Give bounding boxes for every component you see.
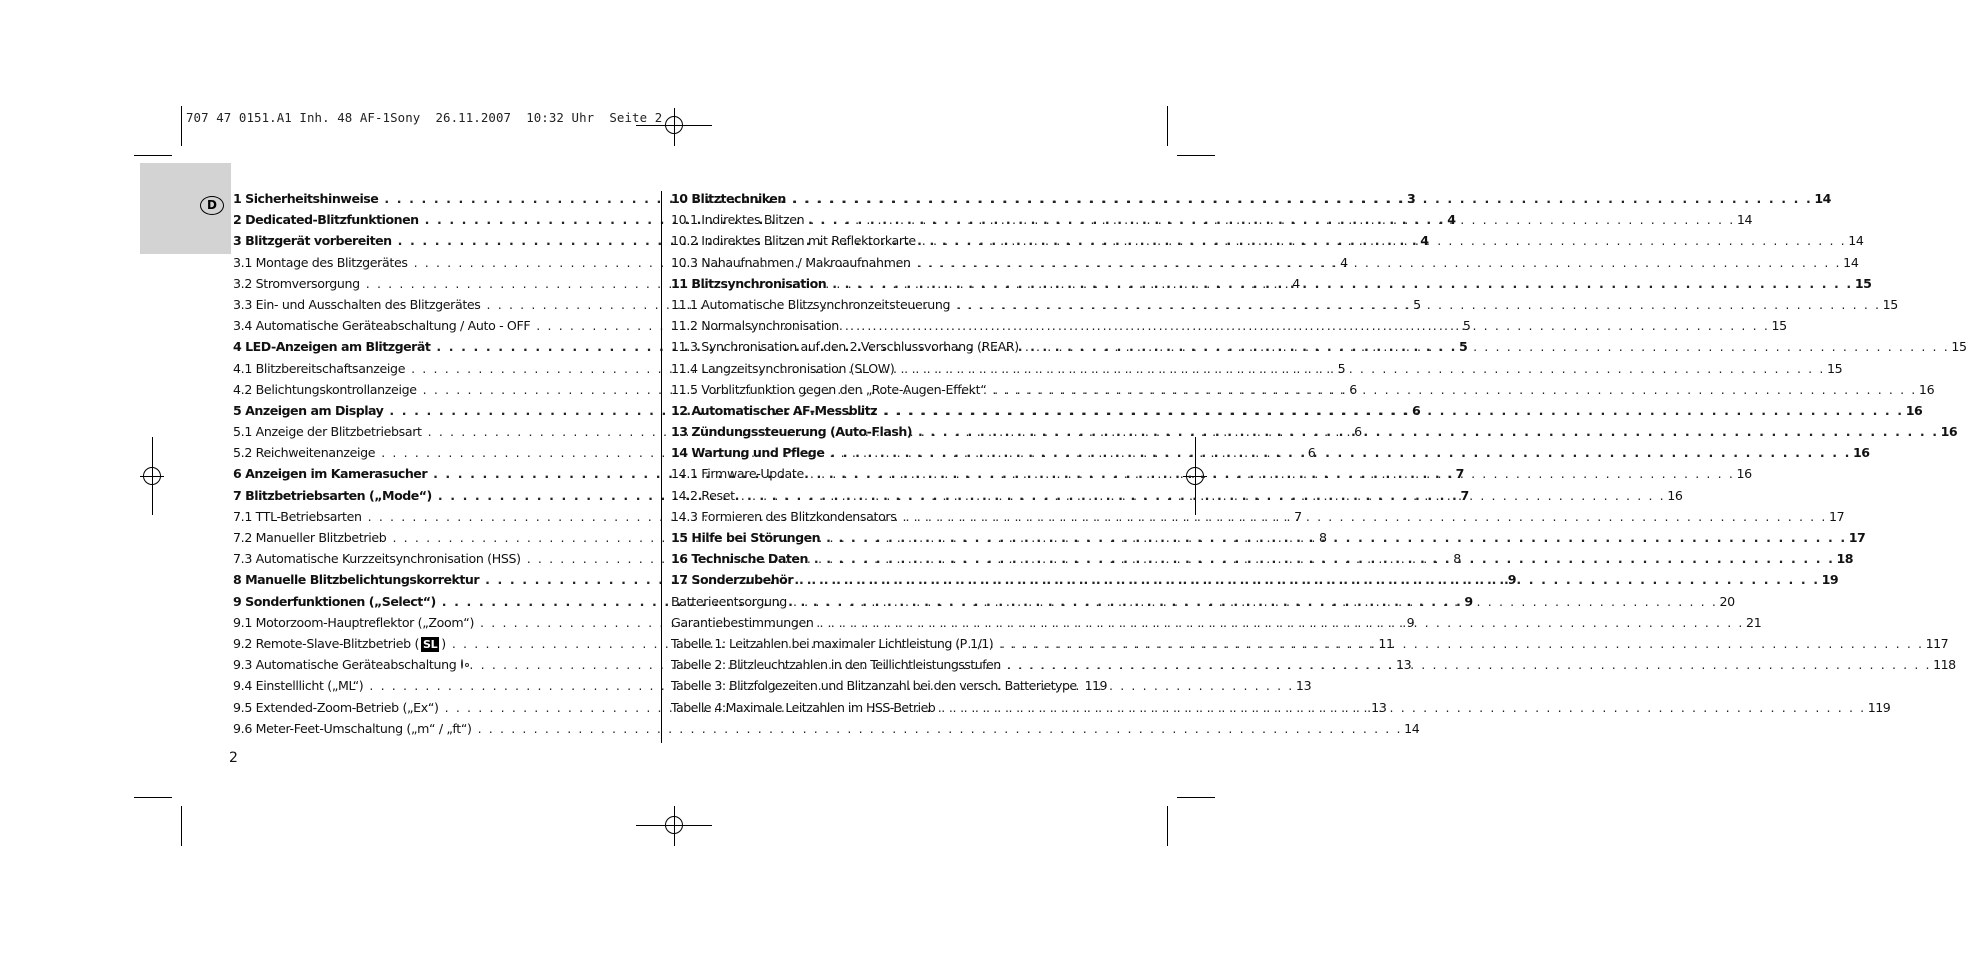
toc-entry[interactable] <box>671 635 1949 657</box>
crop-mark <box>1177 797 1215 798</box>
toc-entry-page: 4 <box>1292 275 1300 291</box>
toc-entry-title: Batterieentsorgung <box>671 593 787 609</box>
toc-entry-page: 6 <box>1354 424 1362 440</box>
language-badge: D <box>200 196 224 215</box>
toc-entry[interactable] <box>671 424 1958 445</box>
toc-entry-page: 4 <box>1420 233 1429 249</box>
toc-entry-title: 10.3 Nahaufnahmen / Makroaufnahmen <box>671 254 911 270</box>
toc-entry-page: 3 <box>1406 191 1416 206</box>
toc-entry[interactable] <box>671 233 1864 254</box>
toc-leader-dots <box>799 572 1820 587</box>
toc-entry-page: 13 <box>1395 657 1412 673</box>
auto-off-clock-icon <box>461 659 463 669</box>
toc-entry-page: 14 <box>1814 191 1831 206</box>
crop-mark <box>134 797 172 798</box>
toc-leader-dots <box>814 551 1835 566</box>
toc-entry-title: 15 Hilfe bei Störungen <box>671 530 821 545</box>
toc-entry-page: 4 <box>1340 254 1348 270</box>
toc-leader-dots <box>902 509 1827 524</box>
toc-entry-title: 11.4 Langzeitsynchronisation (SLOW) <box>671 360 895 376</box>
toc-entry-page: 5 <box>1337 360 1346 376</box>
toc-entry-page: 15 <box>1951 339 1967 355</box>
toc-leader-dots <box>883 403 1904 418</box>
toc-entry-title: 8 Manuelle Blitzbelichtungskorrektur <box>233 572 480 588</box>
toc-entry-title: 7.2 Manueller Blitzbetrieb <box>233 530 387 545</box>
toc-leader-dots <box>922 233 1847 248</box>
toc-entry-title: 4.2 Belichtungskontrollanzeige <box>233 381 417 397</box>
toc-entry-title: Tabelle 1: Leitzahlen bei maximaler Lichtleistung (P 1/1) <box>671 635 994 651</box>
crop-mark <box>181 106 182 146</box>
toc-entry[interactable] <box>671 360 1843 382</box>
toc-leader-dots <box>917 255 1842 270</box>
toc-entry-page: 16 <box>1667 487 1683 503</box>
toc-entry-page: 8 <box>1453 551 1461 567</box>
toc-entry-title: 13 Zündungssteuerung (Auto-Flash) <box>671 424 913 440</box>
toc-entry[interactable] <box>671 275 1872 297</box>
toc-leader-dots <box>956 297 1881 312</box>
toc-leader-dots <box>992 382 1917 397</box>
toc-entry-title: 14 Wartung und Pflege <box>671 445 825 461</box>
toc-entry-page: 21 <box>1746 614 1762 630</box>
toc-entry-title: 4 LED-Anzeigen am Blitzgerät <box>233 339 431 355</box>
toc-leader-dots <box>918 424 1939 439</box>
toc-entry-title: 14.2 Reset <box>671 487 735 503</box>
toc-leader-dots <box>1025 339 1950 354</box>
toc-entry-page: 11 <box>1378 635 1394 651</box>
toc-entry[interactable] <box>671 445 1870 466</box>
toc-entry-page: 17 <box>1848 530 1866 545</box>
toc-entry-page: 16 <box>1736 466 1752 482</box>
toc-right-column <box>671 191 1967 721</box>
toc-entry-title: 3.4 Automatische Geräteabschaltung / Auto - OFF <box>233 318 531 334</box>
page-number: 2 <box>229 750 238 766</box>
toc-entry-title: 17 Sonderzubehör <box>671 572 794 588</box>
toc-leader-dots <box>830 445 1851 460</box>
toc-entry-page: 119 <box>1867 699 1891 715</box>
print-header: 707 47 0151.A1 Inh. 48 AF-1Sony 26.11.2007 10:32 Uhr Seite 2 <box>186 110 663 125</box>
registration-circle <box>143 467 161 485</box>
toc-entry-page: 6 <box>1412 402 1421 418</box>
toc-entry-page: 5 <box>1462 318 1471 334</box>
toc-entry-title: 11 Blitzsynchronisation <box>671 275 827 291</box>
toc-entry-title: Tabelle 4:Maximale Leitzahlen im HSS-Betrieb <box>671 699 936 715</box>
toc-entry-page: 16 <box>1852 445 1870 461</box>
toc-entry-title: 7.1 TTL-Betriebsarten <box>233 508 362 524</box>
toc-entry-page: 4 <box>1447 212 1456 228</box>
toc-entry-page: 18 <box>1836 551 1854 567</box>
toc-entry-page: 7 <box>1294 508 1302 524</box>
toc-entry-title: 3.1 Montage des Blitzgerätes <box>233 254 408 270</box>
toc-entry-title-suffix: ) <box>441 635 446 651</box>
toc-entry[interactable] <box>671 678 1107 699</box>
toc-entry[interactable] <box>671 572 1839 593</box>
crop-mark <box>1167 106 1168 146</box>
toc-entry-title: 5 Anzeigen am Display <box>233 402 384 418</box>
toc-entry-page: 15 <box>1854 275 1872 291</box>
toc-entry-page: 9 <box>1406 614 1415 630</box>
toc-entry-title: 9.3 Automatische Geräteabschaltung <box>233 657 457 673</box>
toc-entry-title: 11.1 Automatische Blitzsynchronzeitsteuerung <box>671 296 951 312</box>
toc-entry-page: 14 <box>1843 254 1859 270</box>
registration-circle <box>665 116 683 134</box>
toc-leader-dots <box>826 530 1847 545</box>
toc-entry[interactable] <box>671 530 1866 551</box>
toc-leader-dots <box>793 594 1718 609</box>
toc-entry-title: Tabelle 2: Blitzleuchtzahlen in den Teillichtleistungsstufen <box>671 657 1001 673</box>
toc-entry-title: 1 Sicherheitshinweise <box>233 191 379 206</box>
crop-mark <box>1177 155 1215 156</box>
toc-entry-page: 117 <box>1925 635 1949 651</box>
toc-entry[interactable] <box>671 402 1923 424</box>
slave-mode-icon: SL <box>423 637 438 651</box>
toc-entry-title: 11.3 Synchronisation auf den 2.Verschlussvorhang (REAR) <box>671 339 1019 355</box>
toc-entry-title: Tabelle 3: Blitzfolgezeiten und Blitzanzahl bei den versch. Batterietype <box>671 678 1077 694</box>
toc-entry-title: Garantiebestimmungen <box>671 614 814 630</box>
toc-entry-title: 7.3 Automatische Kurzzeitsynchronisation (HSS) <box>233 551 521 567</box>
toc-entry-title: 2 Dedicated-Blitzfunktionen <box>233 212 419 228</box>
toc-entry-page: 19 <box>1821 572 1839 588</box>
toc-entry-page: 15 <box>1771 318 1787 334</box>
toc-entry[interactable] <box>671 466 1752 487</box>
toc-leader-dots <box>810 212 1735 227</box>
toc-entry-page: 16 <box>1905 402 1923 418</box>
toc-entry-title: 12 Automatischer AF-Messblitz <box>671 402 878 418</box>
toc-entry-page: 13 <box>1295 678 1312 694</box>
toc-entry-title: 14.1 Firmware-Update <box>671 466 804 482</box>
toc-entry-page: 5 <box>1413 296 1421 312</box>
toc-leader-dots <box>900 361 1825 376</box>
toc-entry-title: 10 Blitztechniken <box>671 191 786 206</box>
toc-entry-page: 119 <box>1084 678 1107 694</box>
toc-entry[interactable] <box>671 614 1762 636</box>
toc-entry-page: 13 <box>1371 699 1387 715</box>
toc-entry-title: 3.3 Ein- und Ausschalten des Blitzgerätes <box>233 296 481 312</box>
toc-entry[interactable] <box>671 487 1683 509</box>
toc-entry-page: 16 <box>1940 424 1958 440</box>
toc-entry-title: 9.1 Motorzoom-Hauptreflektor („Zoom“) <box>233 614 475 630</box>
toc-entry-page: 17 <box>1829 508 1845 524</box>
toc-entry-page: 14 <box>1848 233 1864 249</box>
toc-leader-dots <box>941 700 1866 715</box>
toc-entry-title: 16 Technische Daten <box>671 551 808 567</box>
toc-entry-page: 9 <box>1507 572 1516 588</box>
crop-mark <box>1167 806 1168 846</box>
toc-leader-dots <box>1007 657 1932 672</box>
toc-leader-dots <box>820 615 1745 630</box>
registration-circle <box>665 816 683 834</box>
toc-entry-title: 5.1 Anzeige der Blitzbetriebsart <box>233 424 422 440</box>
toc-entry-title: 11.2 Normalsynchronisation <box>671 318 839 334</box>
toc-entry-page: 6 <box>1307 445 1316 461</box>
toc-entry-title: 9.5 Extended-Zoom-Betrieb („Ex“) <box>233 699 439 715</box>
toc-entry-title: 9.2 Remote-Slave-Blitzbetrieb ( <box>233 635 420 651</box>
toc-entry[interactable] <box>671 296 1898 318</box>
toc-entry-title: 9 Sonderfunktionen („Select“) <box>233 593 436 609</box>
crop-mark <box>181 806 182 846</box>
toc-entry-page: 8 <box>1318 530 1327 545</box>
toc-entry-title: 9.4 Einstelllicht („ML“) <box>233 678 364 694</box>
toc-entry-page: 15 <box>1826 360 1843 376</box>
toc-leader-dots <box>741 488 1666 503</box>
toc-entry-page: 7 <box>1455 466 1464 482</box>
toc-leader-dots <box>810 466 1735 481</box>
toc-entry-page: 14 <box>1404 720 1420 736</box>
toc-leader-dots <box>792 191 1813 206</box>
toc-entry-title: 7 Blitzbetriebsarten („Mode“) <box>233 487 432 503</box>
toc-entry-title: 4.1 Blitzbereitschaftsanzeige <box>233 360 406 376</box>
toc-entry[interactable] <box>671 593 1735 615</box>
toc-entry[interactable] <box>671 212 1753 233</box>
toc-entry-title: 10.1 Indirektes Blitzen <box>671 212 805 228</box>
crop-mark <box>134 155 172 156</box>
toc-entry[interactable] <box>671 318 1787 339</box>
column-divider <box>661 191 662 743</box>
toc-leader-dots <box>999 636 1924 651</box>
toc-leader-dots <box>478 721 1403 736</box>
toc-entry-page: 5 <box>1458 339 1468 355</box>
toc-entry-title: 3.2 Stromversorgung <box>233 275 360 291</box>
toc-entry[interactable] <box>233 720 1420 742</box>
toc-entry[interactable] <box>671 381 1935 403</box>
toc-entry-page: 118 <box>1933 657 1956 673</box>
toc-entry-page: 16 <box>1918 381 1935 397</box>
toc-entry-title: 6 Anzeigen im Kamerasucher <box>233 466 428 482</box>
toc-entry-page: 15 <box>1882 296 1898 312</box>
toc-entry[interactable] <box>671 551 1854 572</box>
toc-leader-dots <box>845 318 1770 333</box>
toc-entry-title: 9.6 Meter-Feet-Umschaltung („m“ / „ft“) <box>233 720 472 736</box>
toc-entry-page: 9 <box>1464 593 1473 609</box>
toc-entry-page: 7 <box>1460 487 1469 503</box>
toc-entry-page: 6 <box>1349 381 1357 397</box>
toc-entry[interactable] <box>671 254 1859 276</box>
toc-entry-page: 20 <box>1719 593 1735 609</box>
toc-entry-title: 10.2 Indirektes Blitzen mit Reflektorkarte <box>671 233 916 249</box>
toc-entry[interactable] <box>671 191 1831 212</box>
toc-entry-title: 5.2 Reichweitenanzeige <box>233 445 376 461</box>
toc-entry[interactable] <box>671 508 1845 530</box>
toc-entry[interactable] <box>671 339 1967 360</box>
toc-entry-page: 14 <box>1736 212 1753 228</box>
toc-entry-title: 14.3 Formieren des Blitzkondensators <box>671 508 897 524</box>
toc-entry-title: 3 Blitzgerät vorbereiten <box>233 233 392 249</box>
toc-entry-title: 11.5 Vorblitzfunktion gegen den „Rote-Augen-Effekt“ <box>671 381 987 397</box>
toc-leader-dots <box>832 276 1853 291</box>
